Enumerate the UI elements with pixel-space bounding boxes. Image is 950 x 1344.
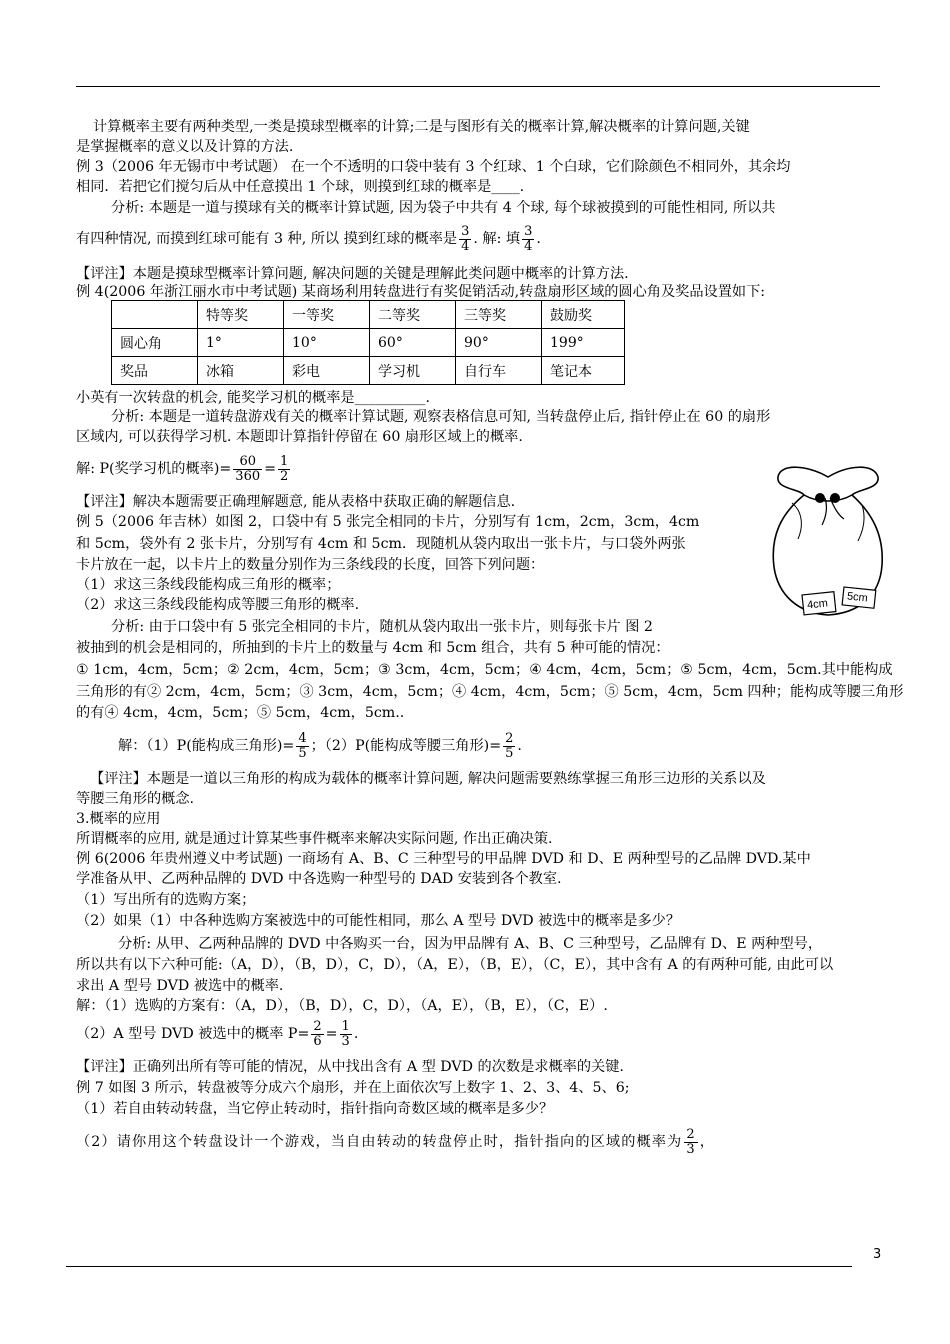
table-cell: 自行车 bbox=[456, 357, 542, 385]
table-cell: 60° bbox=[370, 329, 456, 357]
text-line: 和 5cm，袋外有 2 张卡片，分别写有 4cm 和 5cm．现随机从袋内取出一张卡片，与口袋外两张 bbox=[76, 536, 686, 552]
numerator: 2 bbox=[686, 1126, 696, 1142]
text-span: . bbox=[536, 231, 541, 247]
text-line: 【评注】本题是摸球型概率计算问题, 解决问题的关键是理解此类问题中概率的计算方法. bbox=[76, 266, 629, 282]
formula-line bbox=[76, 219, 884, 259]
text-span: . bbox=[517, 738, 522, 754]
numerator: 4 bbox=[298, 730, 307, 746]
denominator: 360 bbox=[235, 468, 261, 484]
denominator: 4 bbox=[524, 238, 533, 254]
card-4cm bbox=[802, 592, 836, 615]
table-cell: 鼓励奖 bbox=[542, 301, 625, 329]
text-line: 解：（1）选购的方案有：（A，D），（B，D），C，D），（A，E），（B，E），（C，E）. bbox=[76, 998, 608, 1014]
text-line: 【评注】正确列出所有等可能的情况，从中找出含有 A 型 DVD 的次数是求概率的关键. bbox=[76, 1059, 624, 1075]
text-line: 所以共有以下六种可能:（A，D），（B，D），C，D），（A，E），（B，E），（C，E），其中含有 A 的有两种可能, 由此可以 bbox=[76, 957, 834, 973]
table-cell: 1° bbox=[198, 329, 284, 357]
text-span: （2）A 型号 DVD 被选中的概率 P= bbox=[76, 1026, 310, 1042]
text-line: （2）如果（1）中各种选购方案被选中的可能性相同，那么 A 型号 DVD 被选中的概率是多少？ bbox=[76, 913, 681, 929]
text-line: ① 1cm，4cm，5cm；② 2cm，4cm，5cm；③ 3cm，4cm，5cm；④ 4cm，4cm，5cm；⑤ 5cm，4cm，5cm.其中能构成 bbox=[76, 662, 893, 678]
text-line: （1）若自由转动转盘，当它停止转动时，指针指向奇数区域的概率是多少？ bbox=[76, 1101, 554, 1117]
text-line: 学准备从甲、乙两种品牌的 DVD 中各选购一种型号的 DAD 安装到各个教室. bbox=[76, 871, 562, 887]
table-cell: 学习机 bbox=[370, 357, 456, 385]
text-line: 被抽到的机会是相同的，所抽到的卡片上的数量与 4cm 和 5cm 组合，共有 5 种可能的情况： bbox=[76, 640, 670, 656]
text-span: . bbox=[353, 1026, 359, 1042]
table-cell: 奖品 bbox=[112, 357, 198, 385]
text-span: = bbox=[325, 1026, 338, 1042]
text-line: 3.概率的应用 bbox=[76, 811, 161, 827]
text-line: 例 7 如图 3 所示，转盘被等分成六个扇形，并在上面依次写上数字 1、2、3、4、5、6; bbox=[76, 1080, 630, 1096]
card-4cm-label: 4cm bbox=[806, 597, 829, 612]
text-line: 卡片放在一起，以卡片上的数量分别作为三条线段的长度，回答下列问题： bbox=[76, 557, 545, 573]
numerator: 1 bbox=[280, 453, 289, 469]
fraction-3-4 bbox=[522, 225, 534, 254]
table-row bbox=[112, 301, 625, 329]
page-number: 3 bbox=[873, 1247, 882, 1262]
bag-figure bbox=[768, 455, 888, 625]
text-line: 例 5（2006 年吉林）如图 2，口袋中有 5 张完全相同的卡片，分别写有 1cm，2cm，3cm，4cm bbox=[76, 514, 700, 530]
text-line: （2）求这三条线段能构成等腰三角形的概率. bbox=[76, 597, 360, 613]
table-cell: 10° bbox=[284, 329, 370, 357]
text-line: 分析: 从甲、乙两种品牌的 DVD 中各购买一台，因为甲品牌有 A、B、C 三种型号，乙品牌有 D、E 两种型号， bbox=[118, 936, 823, 952]
fraction-3-4 bbox=[459, 225, 471, 254]
table-cell: 三等奖 bbox=[456, 301, 542, 329]
text-span: 有四种情况, 而摸到红球可能有 3 种, 所以 摸到红球的概率是 bbox=[76, 231, 458, 247]
card-5cm bbox=[842, 587, 876, 608]
table-cell: 特等奖 bbox=[198, 301, 284, 329]
text-line: 小英有一次转盘的机会, 能奖学习机的概率是__________. bbox=[76, 390, 431, 406]
text-line: （1）写出所有的选购方案； bbox=[76, 892, 256, 908]
numerator: 1 bbox=[341, 1018, 350, 1034]
text-line: 计算概率主要有两种类型,一类是摸球型概率的计算;二是与图形有关的概率计算,解决概率的计算问题,关键 bbox=[93, 119, 750, 135]
text-span: 解: P(奖学习机的概率)= bbox=[76, 461, 232, 477]
formula-line bbox=[76, 1122, 884, 1162]
text-line: 所谓概率的应用, 就是通过计算某些事件概率来解决实际问题, 作出正确决策. bbox=[76, 831, 553, 847]
text-line: 例 4(2006 年浙江丽水市中考试题) 某商场利用转盘进行有奖促销活动,转盘扇形区域的圆心角及奖品设置如下: bbox=[76, 284, 766, 300]
denominator: 3 bbox=[686, 1141, 696, 1157]
text-line: 区域内, 可以获得学习机. 本题即计算指针停留在 60 扇形区域上的概率. bbox=[76, 429, 523, 445]
text-line: 等腰三角形的概念. bbox=[76, 791, 195, 807]
denominator: 4 bbox=[461, 238, 470, 254]
table-cell: 彩电 bbox=[284, 357, 370, 385]
formula-line bbox=[118, 726, 926, 766]
knot-left bbox=[815, 493, 825, 503]
prize-table bbox=[111, 300, 625, 385]
numerator: 2 bbox=[505, 730, 514, 746]
text-span: 解：（1）P(能构成三角形)= bbox=[118, 738, 295, 754]
table-cell: 二等奖 bbox=[370, 301, 456, 329]
text-line: 相同．若把它们搅匀后从中任意摸出 1 个球，则摸到红球的概率是____. bbox=[76, 179, 525, 195]
text-span: . 解: 填 bbox=[473, 231, 521, 247]
table-cell: 笔记本 bbox=[542, 357, 625, 385]
denominator: 5 bbox=[505, 745, 514, 761]
text-line: 是掌握概率的意义以及计算的方法. bbox=[76, 139, 294, 155]
table-cell bbox=[112, 301, 198, 329]
text-line: 例 6(2006 年贵州遵义中考试题) 一商场有 A、B、C 三种型号的甲品牌 DVD 和 D、E 两种型号的乙品牌 DVD.某中 bbox=[76, 851, 811, 867]
text-line: （1）求这三条线段能构成三角形的概率； bbox=[76, 577, 341, 593]
header-rule bbox=[76, 86, 880, 87]
table-cell: 90° bbox=[456, 329, 542, 357]
text-span: ， bbox=[699, 1134, 716, 1150]
denominator: 5 bbox=[298, 745, 307, 761]
text-line: 三角形的有② 2cm，4cm，5cm；③ 3cm，4cm，5cm；④ 4cm，4cm，5cm；⑤ 5cm，4cm，5cm 四种；能构成等腰三角形 bbox=[76, 684, 904, 700]
numerator: 3 bbox=[461, 223, 470, 239]
card-5cm-label: 5cm bbox=[846, 590, 869, 605]
text-line: 分析: 由于口袋中有 5 张完全相同的卡片，随机从袋内取出一张卡片，则每张卡片 图 2 bbox=[111, 619, 653, 635]
text-line: 【评注】解决本题需要正确理解题意, 能从表格中获取正确的解题信息. bbox=[76, 494, 516, 510]
bag-fold bbox=[792, 503, 864, 541]
text-span: （2）请你用这个转盘设计一个游戏，当自由转动的转盘停止时，指针指向的区域的概率为 bbox=[76, 1134, 683, 1150]
text-line: 求出 A 型号 DVD 被选中的概率. bbox=[76, 978, 284, 994]
footer-rule bbox=[66, 1266, 852, 1267]
text-span: ；（2）P(能构成等腰三角形)= bbox=[310, 738, 502, 754]
fraction-1-3 bbox=[340, 1020, 352, 1049]
bag-neck bbox=[804, 495, 852, 501]
numerator: 2 bbox=[313, 1018, 322, 1034]
denominator: 3 bbox=[341, 1033, 350, 1049]
table-cell: 一等奖 bbox=[284, 301, 370, 329]
text-line: 例 3（2006 年无锡市中考试题） 在一个不透明的口袋中装有 3 个红球、1 个白球，它们除颜色不相同外，其余均 bbox=[76, 159, 791, 175]
denominator: 2 bbox=[280, 468, 289, 484]
fraction-2-5 bbox=[503, 732, 515, 761]
numerator: 60 bbox=[233, 455, 262, 470]
formula-line bbox=[76, 1014, 884, 1054]
numerator: 3 bbox=[524, 223, 533, 239]
fraction-2-6 bbox=[311, 1020, 323, 1049]
text-line: 分析: 本题是一道与摸球有关的概率计算试题, 因为袋子中共有 4 个球, 每个球被摸到的可能性相同, 所以共 bbox=[111, 200, 776, 216]
fraction-1-2 bbox=[278, 455, 290, 484]
table-cell: 圆心角 bbox=[112, 329, 198, 357]
table-row bbox=[112, 357, 625, 385]
fraction-4-5 bbox=[296, 732, 308, 761]
text-span: = bbox=[264, 461, 277, 477]
table-cell: 冰箱 bbox=[198, 357, 284, 385]
denominator: 6 bbox=[313, 1033, 322, 1049]
fraction-2-3 bbox=[684, 1128, 697, 1157]
text-line: 的有④ 4cm，4cm，5cm；⑤ 5cm，4cm，5cm.. bbox=[76, 705, 405, 721]
formula-line bbox=[76, 449, 884, 489]
table-row bbox=[112, 329, 625, 357]
fraction-60-360 bbox=[233, 455, 262, 484]
table-cell: 199° bbox=[542, 329, 625, 357]
text-line: 分析: 本题是一道转盘游戏有关的概率计算试题, 观察表格信息可知, 当转盘停止后, 指针停止在 60 的扇形 bbox=[111, 409, 771, 425]
text-line: 【评注】本题是一道以三角形的构成为载体的概率计算问题, 解决问题需要熟练掌握三角形三边形的关系以及 bbox=[90, 771, 766, 787]
